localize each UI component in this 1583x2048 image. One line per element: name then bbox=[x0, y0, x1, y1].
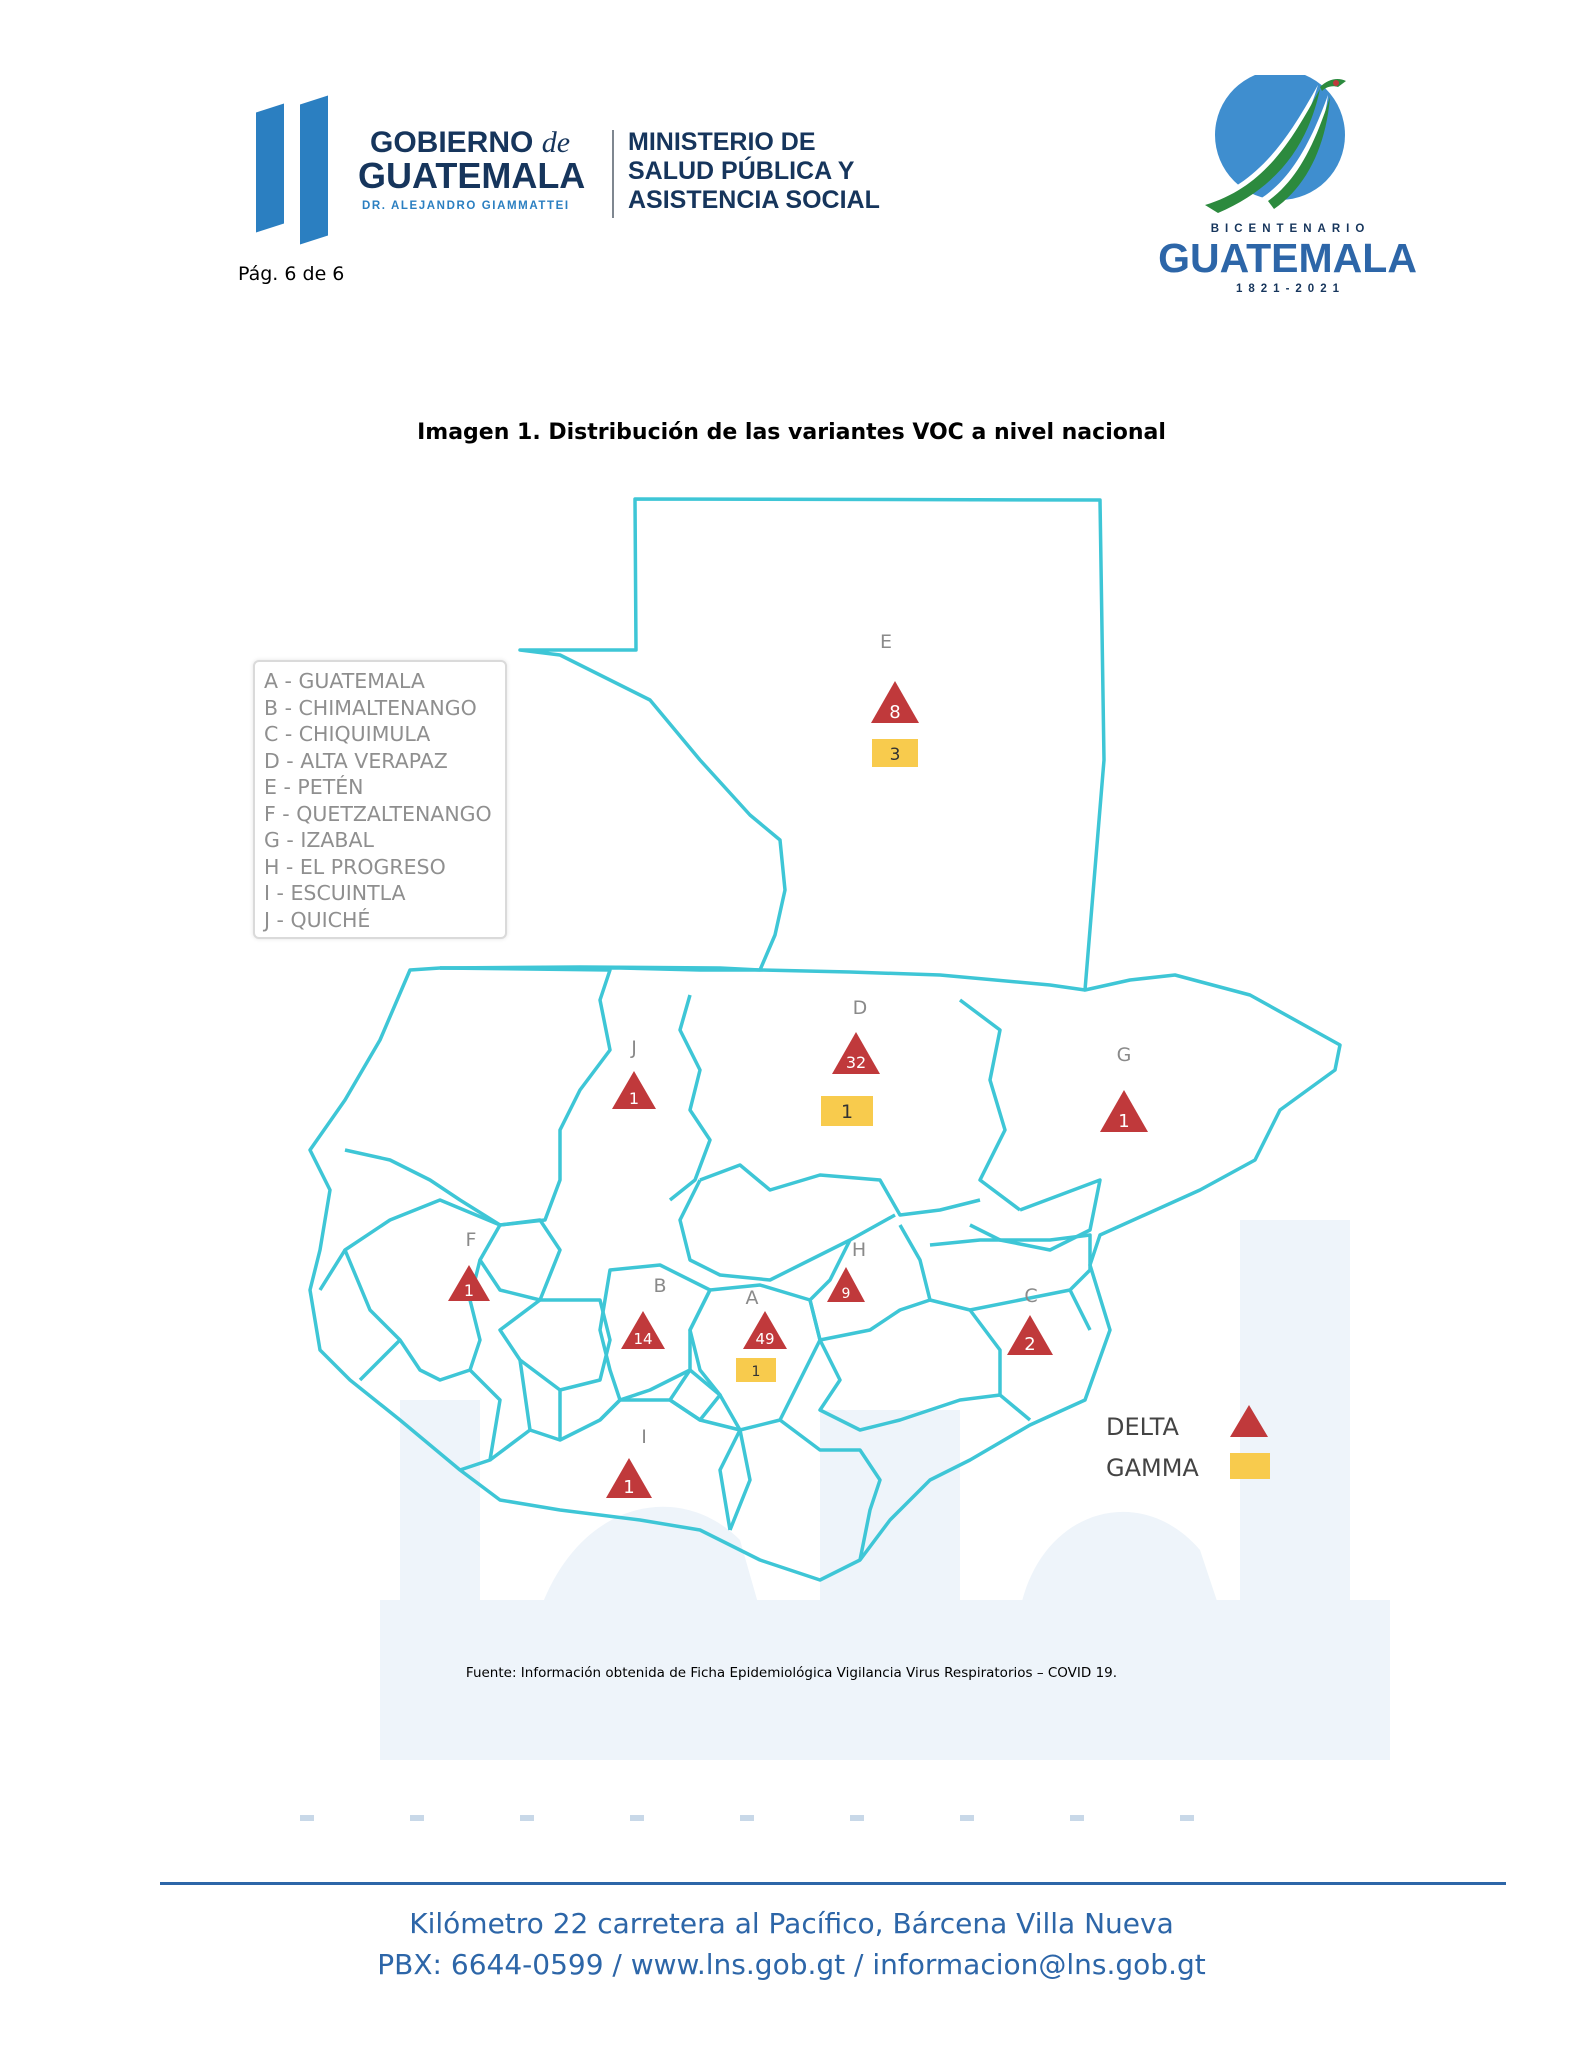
department-legend bbox=[253, 660, 507, 939]
legend-item: A - GUATEMALA bbox=[264, 669, 425, 693]
region-E-gamma-value: 3 bbox=[889, 745, 901, 765]
region-D-gamma-value: 1 bbox=[840, 1101, 854, 1123]
border-huehuetenango bbox=[345, 968, 610, 1225]
region-D-letter: D bbox=[852, 997, 868, 1019]
ministerio-line2: SALUD PÚBLICA Y bbox=[628, 157, 855, 185]
region-C-letter: C bbox=[1024, 1285, 1038, 1307]
source-note: Fuente: Información obtenida de Ficha Epidemiológica Vigilancia Virus Respiratorios – COVID 19. bbox=[465, 1665, 1118, 1681]
border-altaverapaz-south bbox=[700, 1165, 980, 1215]
page-number: Pág. 6 de 6 bbox=[238, 263, 345, 285]
border-elprogreso bbox=[810, 1225, 930, 1340]
footer-address: Kilómetro 22 carretera al Pacífico, Bárcena Villa Nueva bbox=[409, 1907, 1174, 1940]
region-B-letter: B bbox=[653, 1275, 667, 1297]
key-gamma-marker bbox=[1230, 1453, 1270, 1479]
region-F-letter: F bbox=[465, 1229, 477, 1251]
border-solola bbox=[500, 1300, 610, 1390]
region-E-delta-value: 8 bbox=[889, 702, 901, 723]
key-gamma-label: GAMMA bbox=[1106, 1454, 1199, 1482]
bicentenario-label: BICENTENARIO bbox=[1210, 223, 1371, 235]
gobierno-logo-line1: GOBIERNO bbox=[370, 126, 534, 159]
region-J-delta-value: 1 bbox=[628, 1089, 640, 1108]
region-A-delta-value: 49 bbox=[755, 1330, 775, 1348]
variant-key bbox=[1106, 1405, 1270, 1482]
gobierno-logo-line3: DR. ALEJANDRO GIAMMATTEI bbox=[362, 200, 570, 212]
region-B-delta-value: 14 bbox=[633, 1330, 653, 1348]
footer-contact: PBX: 6644-0599 / www.lns.gob.gt / informacion@lns.gob.gt bbox=[377, 1948, 1206, 1981]
legend-item: J - QUICHÉ bbox=[264, 907, 371, 932]
key-delta-marker bbox=[1230, 1405, 1268, 1437]
region-H-delta-value: 9 bbox=[841, 1286, 851, 1302]
legend-item: B - CHIMALTENANGO bbox=[264, 695, 477, 720]
border-baja-verapaz bbox=[680, 1180, 895, 1280]
legend-item: G - IZABAL bbox=[264, 828, 374, 852]
region-F-delta-value: 1 bbox=[463, 1281, 475, 1300]
border-altaverapaz-east bbox=[960, 1000, 1020, 1210]
border-santarosa bbox=[730, 1420, 880, 1560]
ministerio-line3: ASISTENCIA SOCIAL bbox=[628, 186, 880, 214]
region-C-delta-value: 2 bbox=[1024, 1334, 1036, 1355]
region-E-letter: E bbox=[879, 631, 893, 653]
region-D bbox=[821, 997, 880, 1126]
legend-item: H - EL PROGRESO bbox=[264, 854, 446, 879]
region-G bbox=[1100, 1044, 1148, 1132]
region-A bbox=[736, 1287, 787, 1382]
legend-item: C - CHIQUIMULA bbox=[264, 722, 431, 746]
region-A-letter: A bbox=[745, 1287, 759, 1309]
gobierno-logo-de: de bbox=[541, 126, 571, 159]
region-G-delta-value: 1 bbox=[1118, 1111, 1130, 1132]
gobierno-logo-line2: GUATEMALA bbox=[358, 155, 586, 196]
border-peten-south bbox=[440, 968, 1085, 990]
footer-divider bbox=[160, 1882, 1506, 1885]
ministerio-line1: MINISTERIO DE bbox=[628, 128, 816, 156]
region-A-gamma-value: 1 bbox=[751, 1364, 761, 1380]
legend-item: I - ESCUINTLA bbox=[264, 881, 406, 905]
border-quiche-east bbox=[670, 995, 710, 1200]
region-E bbox=[871, 631, 919, 767]
region-G-letter: G bbox=[1116, 1044, 1132, 1066]
bicentenario-country: GUATEMALA bbox=[1158, 235, 1417, 281]
legend-item: D - ALTA VERAPAZ bbox=[264, 748, 448, 773]
bicentenario-years: 1821-2021 bbox=[1236, 283, 1345, 295]
region-J bbox=[612, 1037, 656, 1109]
border-jalapa bbox=[820, 1340, 1000, 1430]
region-J-letter: J bbox=[631, 1037, 637, 1059]
legend-item: F - QUETZALTENANGO bbox=[264, 801, 492, 826]
region-D-delta-value: 32 bbox=[845, 1053, 867, 1072]
region-B bbox=[621, 1275, 667, 1349]
region-I-delta-value: 1 bbox=[623, 1477, 635, 1498]
border-retalhuleu bbox=[460, 1360, 530, 1470]
region-I-letter: I bbox=[641, 1426, 647, 1448]
legend-item: E - PETÉN bbox=[264, 775, 364, 799]
region-H-letter: H bbox=[851, 1239, 867, 1261]
border-suchitepequez bbox=[560, 1390, 620, 1440]
figure-caption: Imagen 1. Distribución de las variantes VOC a nivel nacional bbox=[417, 420, 1166, 445]
border-zacapa bbox=[930, 1235, 1090, 1310]
key-delta-label: DELTA bbox=[1106, 1413, 1179, 1441]
border-totonicapan bbox=[480, 1220, 560, 1300]
region-I bbox=[606, 1426, 652, 1498]
